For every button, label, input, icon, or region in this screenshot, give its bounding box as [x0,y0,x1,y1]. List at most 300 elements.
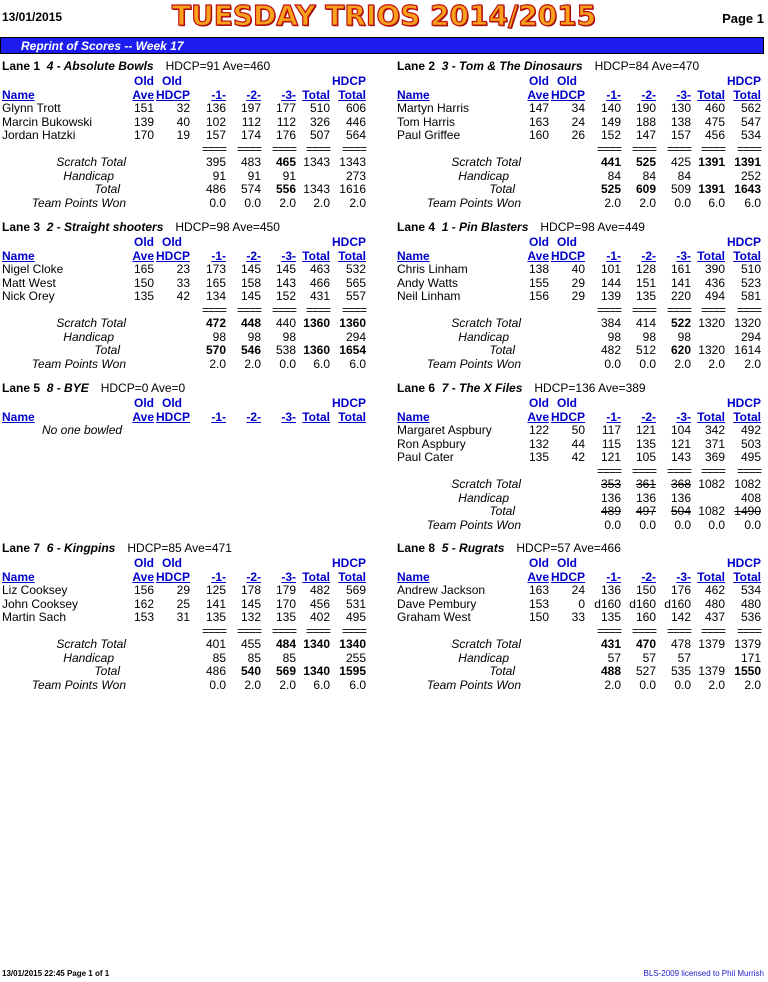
col-game1: -1- [606,569,621,584]
team-points-row [2,679,370,693]
summary-value: 1360 [339,316,366,330]
player-handicap: 24 [571,114,585,129]
player-name: John Cooksey [2,596,79,611]
col-hdcp-total: Total [338,409,366,424]
summary-value: 1343 [339,155,366,169]
summary-value: 98 [212,329,226,344]
handicap-row [397,652,765,666]
player-row [2,129,370,143]
summary-value: 431 [600,637,621,651]
player-handicap: 34 [571,101,585,115]
col-total: Total [302,248,330,263]
player-row [2,611,370,625]
col-game1: -1- [606,248,621,263]
player-name: Paul Griffee [397,128,461,142]
game2-score: 135 [635,289,656,303]
lane-header [397,220,765,236]
summary-value: 1320 [734,316,761,330]
player-total: 402 [309,610,330,624]
summary-value: 2.0 [279,195,296,210]
separator: ==== [341,141,366,156]
summary-value: 574 [240,182,261,196]
summary-value: 2.0 [244,356,261,371]
summary-value: 136 [670,490,691,505]
total-row [397,344,765,358]
game1-score: 135 [205,610,226,624]
col-game3: -3- [676,569,691,584]
team-name: 5 - Rugrats [441,541,505,555]
column-header [397,571,765,585]
summary-value: 91 [247,168,261,183]
player-hdcp-total: 531 [345,596,366,611]
separator: ==== [736,302,761,317]
game3-score: 157 [670,128,691,142]
game2-score: 158 [240,275,261,290]
game1-score: 152 [600,128,621,142]
game3-score: 176 [670,583,691,597]
player-name: Paul Cater [397,450,454,464]
player-row [2,263,370,277]
scratch-total-row [2,638,370,652]
separator: ==== [341,302,366,317]
game2-score: 135 [635,436,656,451]
summary-value: 540 [240,664,261,678]
hdcp-label: HDCP [331,396,366,410]
lane-number: Lane 6 [397,381,436,395]
game2-score: 147 [635,128,656,142]
player-handicap: 26 [571,128,585,142]
scratch-total-row [397,317,765,331]
player-hdcp-total: 510 [740,262,761,276]
column-header [397,411,765,425]
player-name: Martin Sach [2,610,67,624]
player-row [397,263,765,277]
player-name: Nigel Cloke [2,262,64,276]
summary-value: 294 [345,329,366,344]
player-average: 153 [133,610,154,624]
col-ave: Ave [527,409,549,424]
player-average: 153 [528,596,549,611]
col-hdcp: HDCP [550,248,585,263]
summary-label: Handicap [63,168,114,183]
column-header-top [2,557,370,571]
summary-label: Total [489,504,515,518]
player-total: 436 [704,275,725,290]
lane-header [2,541,370,557]
total-row [397,505,765,519]
summary-label: Scratch Total [451,477,521,491]
summary-label: Scratch Total [56,316,126,330]
col-game1: -1- [606,409,621,424]
old-label: Old [162,396,182,410]
separator: ==== [201,623,226,638]
separator: ==== [341,623,366,638]
player-row [397,598,765,612]
col-game3: -3- [281,87,296,102]
summary-value: 1082 [734,477,761,491]
game3-score: 112 [276,114,296,129]
separator: ==== [700,623,725,638]
summary-value: 0.0 [708,517,725,532]
summary-label: Scratch Total [451,155,521,169]
game1-score: 139 [600,289,621,303]
player-handicap: 44 [571,436,585,451]
summary-value: 0.0 [744,517,761,532]
summary-value: 2.0 [209,356,226,371]
handicap-row [2,331,370,345]
player-row [397,611,765,625]
summary-value: 482 [600,343,621,357]
lane-header [397,381,765,397]
col-hdcp-total: Total [338,569,366,584]
lane-block [397,541,765,692]
col-game3: -3- [281,248,296,263]
separator: ==== [305,302,330,317]
page-number: Page 1 [722,11,764,26]
player-average: 170 [133,128,154,142]
summary-value: 98 [247,329,261,344]
summary-value: 255 [345,650,366,665]
col-hdcp: HDCP [155,248,190,263]
summary-value: 0.0 [674,195,691,210]
col-game3: -3- [676,87,691,102]
col-name: Name [2,248,35,263]
player-total: 482 [309,583,330,597]
lane-block [397,220,765,371]
team-name: 7 - The X Files [441,381,523,395]
player-row [2,277,370,291]
col-hdcp-total: Total [338,87,366,102]
summary-value: 414 [635,316,656,330]
player-handicap: 31 [176,610,190,624]
player-name: Matt West [2,275,56,290]
summary-value: 489 [600,504,621,518]
game3-score: 220 [670,289,691,303]
game1-score: 135 [600,610,621,624]
col-game2: -2- [246,409,261,424]
summary-value: 1082 [698,504,725,518]
summary-value: 6.0 [708,195,725,210]
summary-value: 57 [677,650,691,665]
game3-score: 143 [275,275,296,290]
lane-header [2,381,370,397]
summary-value: 0.0 [604,517,621,532]
player-average: 151 [133,101,154,115]
hdcp-label: HDCP [331,556,366,570]
handicap-row [2,652,370,666]
scratch-total-row [2,317,370,331]
summary-value: 0.0 [674,517,691,532]
column-header-top [397,557,765,571]
game1-score: 121 [600,450,621,464]
game2-score: 121 [635,423,656,437]
summary-value: 448 [240,316,261,330]
summary-value: 98 [642,329,656,344]
separator: ==== [305,623,330,638]
summary-value: 0.0 [209,195,226,210]
separator: ==== [596,141,621,156]
player-row [397,129,765,143]
col-name: Name [397,87,430,102]
summary-label: Scratch Total [451,316,521,330]
col-ave: Ave [527,569,549,584]
old-label: Old [529,74,549,88]
player-hdcp-total: 534 [740,583,761,597]
team-name: 6 - Kingpins [46,541,116,555]
player-total: 463 [309,262,330,276]
summary-value: 1360 [303,343,330,357]
summary-value: 1391 [698,182,725,196]
team-points-row [2,358,370,372]
game1-score: 136 [600,583,621,597]
team-info: HDCP=98 Ave=450 [175,220,280,234]
summary-value: 57 [607,650,621,665]
separator: ==== [631,623,656,638]
player-handicap: 29 [571,275,585,290]
player-average: 135 [133,289,154,303]
game1-score: 117 [601,423,621,437]
summary-value: 2.0 [604,195,621,210]
player-row [397,102,765,116]
game2-score: 145 [240,289,261,303]
player-total: 369 [704,450,725,464]
summary-value: 408 [740,490,761,505]
column-header [2,571,370,585]
old-label: Old [134,235,154,249]
separator: ==== [596,623,621,638]
summary-label: Handicap [458,490,509,505]
summary-value: 1654 [339,343,366,357]
summary-value: 1391 [734,155,761,169]
summary-value: 85 [212,650,226,665]
summary-value: 2.0 [708,677,725,692]
summary-value: 0.0 [639,356,656,371]
hdcp-label: HDCP [726,74,761,88]
column-header [397,89,765,103]
footer-timestamp: 13/01/2015 22:45 Page 1 of 1 [2,969,110,978]
footer-license: BLS-2009 licensed to Phil Murrish [643,969,764,978]
summary-value: 527 [635,664,656,678]
summary-value: 85 [247,650,261,665]
game1-score: d160 [594,596,621,611]
summary-value: 6.0 [744,195,761,210]
summary-value: 535 [670,664,691,678]
game3-score: 177 [275,101,296,115]
summary-value: 1343 [303,182,330,196]
old-label: Old [557,556,577,570]
player-average: 162 [133,596,154,611]
summary-value: 522 [670,316,691,330]
lane-header [397,541,765,557]
summary-value: 478 [670,637,691,651]
old-label: Old [162,556,182,570]
player-row [397,451,765,465]
summary-value: 6.0 [313,356,330,371]
lane-block [2,59,370,210]
col-hdcp-total: Total [733,248,761,263]
team-info: HDCP=91 Ave=460 [165,59,271,73]
handicap-row [397,170,765,184]
separator: ==== [201,141,226,156]
handicap-row [2,170,370,184]
summary-value: 6.0 [313,677,330,692]
player-name: Ron Aspbury [397,436,466,451]
summary-label: Handicap [458,650,509,665]
game2-score: 145 [240,596,261,611]
column-header [397,250,765,264]
player-handicap: 42 [571,450,585,464]
column-header [2,89,370,103]
old-label: Old [557,396,577,410]
team-info: HDCP=0 Ave=0 [100,381,186,395]
summary-value: 0.0 [604,356,621,371]
player-handicap: 0 [578,596,585,611]
old-label: Old [134,74,154,88]
col-name: Name [397,409,430,424]
player-row [397,424,765,438]
col-total: Total [697,409,725,424]
game1-score: 140 [600,101,621,115]
lane-header [2,220,370,236]
player-row [2,598,370,612]
separator: ==== [271,141,296,156]
player-average: 150 [133,275,154,290]
summary-value: 84 [677,168,691,183]
player-name: Dave Pembury [397,596,477,611]
separator: ==== [700,463,725,478]
col-hdcp: HDCP [155,87,190,102]
separator: ==== [700,141,725,156]
separator: ==== [271,302,296,317]
summary-value: 98 [607,329,621,344]
player-hdcp-total: 495 [740,450,761,464]
team-points-row [397,679,765,693]
summary-value: 486 [205,664,226,678]
summary-value: 85 [282,650,296,665]
team-name: 1 - Pin Blasters [441,220,529,234]
player-handicap: 23 [176,262,190,276]
summary-value: 0.0 [674,677,691,692]
game3-score: 161 [670,262,691,276]
player-hdcp-total: 565 [345,275,366,290]
team-points-row [397,519,765,533]
summary-value: 1360 [303,316,330,330]
player-total: 342 [704,423,725,437]
col-game1: -1- [606,87,621,102]
col-ave: Ave [527,87,549,102]
summary-value: 440 [275,316,296,330]
summary-label: Total [489,182,515,196]
summary-value: 2.0 [279,677,296,692]
col-total: Total [302,409,330,424]
player-name: Andrew Jackson [397,583,486,597]
game3-score: 143 [670,450,691,464]
summary-value: 6.0 [349,356,366,371]
summary-value: 395 [205,155,226,169]
separator: ==== [631,463,656,478]
separator: ==== [271,623,296,638]
game3-score: 179 [275,583,296,597]
summary-value: 1595 [339,664,366,678]
col-game2: -2- [641,409,656,424]
player-row [2,584,370,598]
player-row [397,438,765,452]
team-points-row [2,197,370,211]
lane-number: Lane 4 [397,220,436,234]
summary-value: 1643 [734,182,761,196]
game2-score: 128 [635,262,656,276]
game3-score: 152 [275,289,296,303]
summary-value: 2.0 [349,195,366,210]
summary-label: Scratch Total [56,637,126,651]
col-ave: Ave [132,248,154,263]
game3-score: 130 [670,101,691,115]
col-hdcp: HDCP [155,409,190,424]
game3-score: 135 [275,610,296,624]
summary-value: 2.0 [708,356,725,371]
summary-value: 1614 [734,343,761,357]
col-game2: -2- [246,248,261,263]
col-name: Name [397,248,430,263]
total-row [2,183,370,197]
summary-label: Team Points Won [31,195,126,210]
summary-label: Handicap [458,168,509,183]
summary-value: 2.0 [744,677,761,692]
hdcp-label: HDCP [726,235,761,249]
column-header-top [2,397,370,411]
game2-score: 178 [240,583,261,597]
game1-score: 134 [205,289,226,303]
lane-number: Lane 5 [2,381,41,395]
summary-label: Handicap [63,650,114,665]
column-header-top [2,75,370,89]
summary-value: 1379 [698,664,725,678]
lane-number: Lane 8 [397,541,436,555]
summary-value: 1379 [734,637,761,651]
player-total: 475 [704,114,725,129]
summary-label: Total [94,343,120,357]
summary-label: Scratch Total [56,155,126,169]
player-average: 160 [528,128,549,142]
game1-score: 157 [205,128,226,142]
player-hdcp-total: 523 [740,275,761,290]
col-game1: -1- [211,569,226,584]
col-total: Total [697,569,725,584]
total-row [397,183,765,197]
no-bowl-note: No one bowled [42,423,123,437]
game1-score: 144 [600,275,621,290]
summary-value: 504 [670,504,691,518]
lane-number: Lane 7 [2,541,41,555]
summary-value: 556 [275,182,296,196]
summary-value: 136 [600,490,621,505]
summary-label: Scratch Total [451,637,521,651]
col-game3: -3- [676,409,691,424]
col-name: Name [2,87,35,102]
game2-score: 197 [240,101,261,115]
summary-value: 488 [600,664,621,678]
summary-value: 98 [677,329,691,344]
old-label: Old [557,74,577,88]
hdcp-label: HDCP [726,396,761,410]
summary-value: 6.0 [349,677,366,692]
col-hdcp: HDCP [550,87,585,102]
separator: ==== [736,141,761,156]
player-hdcp-total: 581 [740,289,761,303]
game3-score: 142 [670,610,691,624]
summary-value: 1340 [303,664,330,678]
column-header-top [2,236,370,250]
